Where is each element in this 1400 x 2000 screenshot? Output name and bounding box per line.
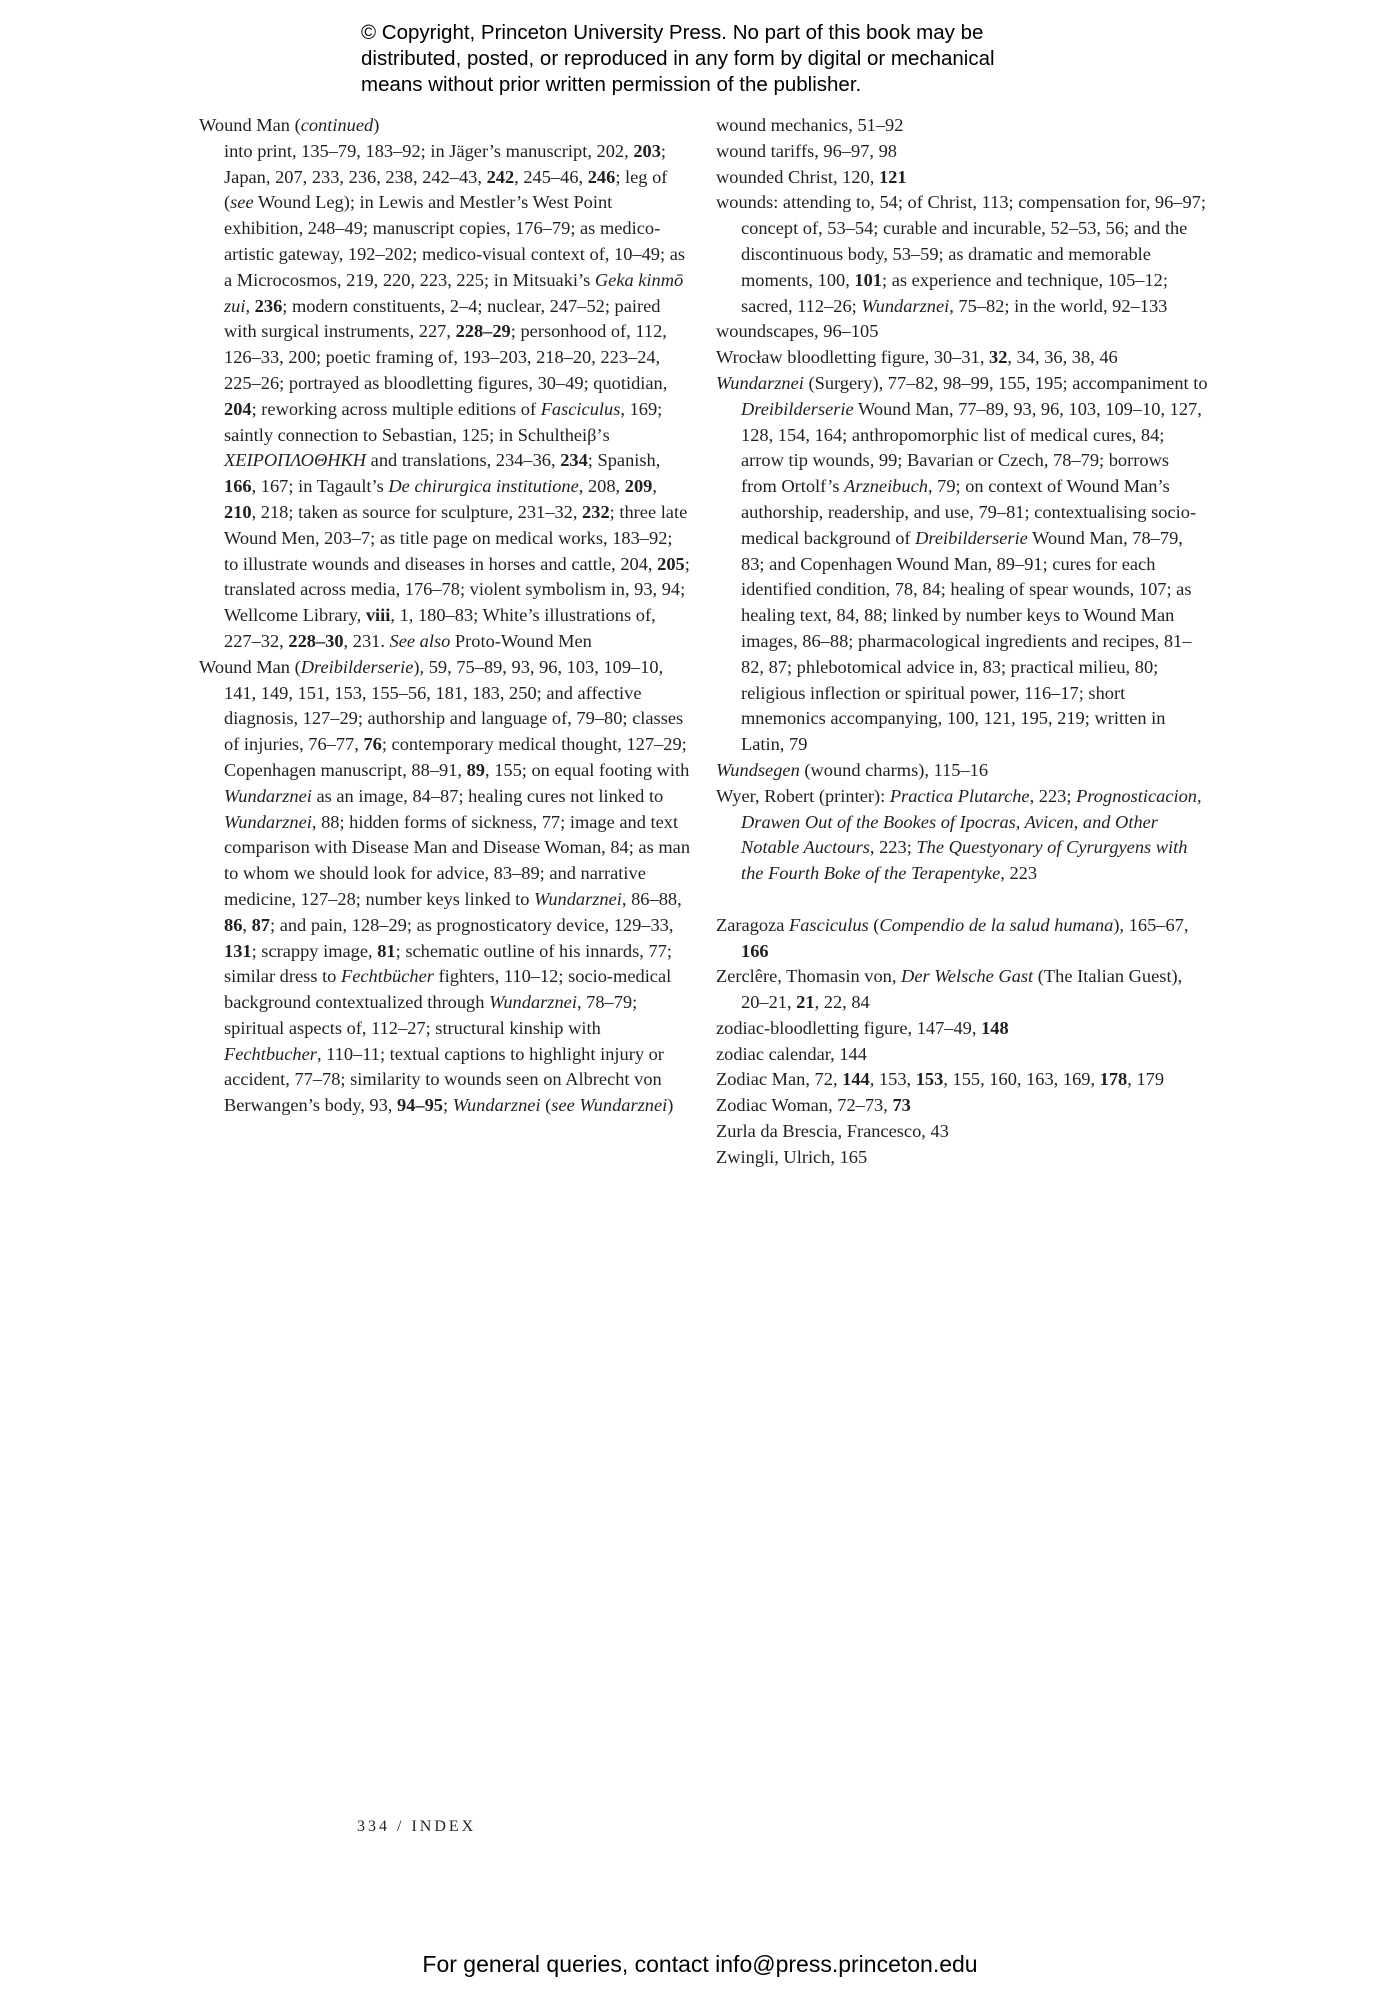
index-entry: zodiac calendar, 144 [716,1043,867,1064]
page-footer-label: 334 / INDEX [357,1818,477,1835]
index-entry: zodiac-bloodletting figure, 147–49, 148 [716,1017,1009,1038]
index-entry: wounds: attending to, 54; of Christ, 113; compensation for, 96–97; concept of, 53–54; curable and incurable, 52–53, 56; and the discontinuous body, 53–59; as dramatic and memorable moments, 100, 101; as experience and technique, 105–12; sacred, 112–26; Wundarznei, 75–82; in the world, 92–133 [716,192,1206,316]
index-entry: Zwingli, Ulrich, 165 [716,1146,868,1167]
index-entry: wounded Christ, 120, 121 [716,166,907,187]
index-entry: wound tariffs, 96–97, 98 [716,140,897,161]
index-entry: Wundarznei (Surgery), 77–82, 98–99, 155, 195; accompaniment to Dreibilderserie Wound Man, 77–89, 93, 96, 103, 109–10, 127, 128, 154, 164; anthropomorphic list of medical cures, 84; arrow tip wounds, 99; Bavarian or Czech, 78–79; borrows from Ortolf’s Arzneibuch, 79; on context of Wound Man’s authorship, readership, and use, 79–81; contextualising socio-medical background of Dreibilderserie Wound Man, 78–79, 83; and Copenhagen Wound Man, 89–91; cures for each identified condition, 78, 84; healing of spear wounds, 107; as healing text, 84, 88; linked by number keys to Wound Man images, 86–88; pharmacological ingredients and recipes, 81–82, 87; phlebotomical advice in, 83; practical milieu, 80; religious inflection or spiritual power, 116–17; short mnemonics accompanying, 100, 121, 195, 219; written in Latin, 79 [716,372,1208,755]
copyright-notice [361,20,1081,98]
index-entry: Wound Man (continued) into print, 135–79, 183–92; in Jäger’s manuscript, 202, 203; Japan, 207, 233, 236, 238, 242–43, 242, 245–46, 246; leg of (see Wound Leg); in Lewis and Mestler’s West Point exhibition, 248–49; manuscript copies, 176–79; as medico-artistic gateway, 192–202; medico-visual context of, 10–49; as a Microcosmos, 219, 220, 223, 225; in Mitsuaki’s Geka kinmō zui, 236; modern constituents, 2–4; nuclear, 247–52; paired with surgical instruments, 227, 228–29; personhood of, 112, 126–33, 200; poetic framing of, 193–203, 218–20, 223–24, 225–26; portrayed as bloodletting figures, 30–49; quotidian, 204; reworking across multiple editions of Fasciculus, 169; saintly connection to Sebastian, 125; in Schultheiβ’s ΧΕΙΡΟΠΛΟΘΗΚΗ and translations, 234–36, 234; Spanish, 166, 167; in Tagault’s De chirurgica institutione, 208, 209, 210, 218; taken as source for sculpture, 231–32, 232; three late Wound Men, 203–7; as title page on medical works, 183–92; to illustrate wounds and diseases in horses and cattle, 204, 205; translated across media, 176–78; violent symbolism in, 93, 94; Wellcome Library, viii, 1, 180–83; White’s illustrations of, 227–32, 228–30, 231. See also Proto-Wound Men [199,115,690,651]
index-entry: woundscapes, 96–105 [716,321,879,342]
index-entry: wound mechanics, 51–92 [716,115,904,135]
index-entry: Wound Man (Dreibilderserie), 59, 75–89, 93, 96, 103, 109–10, 141, 149, 151, 153, 155–56, 181, 183, 250; and affective diagnosis, 127–29; authorship and language of, 79–80; classes of injuries, 76–77, 76; contemporary medical thought, 127–29; Copenhagen manuscript, 88–91, 89, 155; on equal footing with Wundarznei as an image, 84–87; healing cures not linked to Wundarznei, 88; hidden forms of sickness, 77; image and text comparison with Disease Man and Disease Woman, 84; as man to whom we should look for advice, 83–89; and narrative medicine, 127–28; number keys linked to Wundarznei, 86–88, 86, 87; and pain, 128–29; as prognosticatory device, 129–33, 131; scrappy image, 81; schematic outline of his innards, 77; similar dress to Fechtbücher fighters, 110–12; socio-medical background contextualized through Wundarznei, 78–79; spiritual aspects of, 112–27; structural kinship with Fechtbucher, 110–11; textual captions to highlight injury or accident, 77–78; similarity to wounds seen on Albrecht von Berwangen’s body, 93, 94–95; Wundarznei (see Wundarznei) [199,656,691,1116]
index-entry: Zurla da Brescia, Francesco, 43 [716,1121,949,1142]
index-entry: Wyer, Robert (printer): Practica Plutarche, 223; Prognosticacion, Drawen Out of the Bookes of Ipocras, Avicen, and Other Notable Auctours, 223; The Questyonary of Cyrurgyens with the Fourth Boke of the Terapentyke, 223 [716,785,1202,884]
index-entry: Zodiac Man, 72, 144, 153, 153, 155, 160, 163, 169, 178, 179 [716,1069,1165,1090]
index-entry: Zaragoza Fasciculus (Compendio de la salud humana), 165–67, 166 [716,914,1189,961]
letter-gap [716,887,1208,913]
copyright-line: © Copyright, Princeton University Press. No part of this book may be [361,21,984,44]
index-entry: Zerclêre, Thomasin von, Der Welsche Gast (The Italian Guest), 20–21, 21, 22, 84 [716,966,1183,1013]
index-entry: Zodiac Woman, 72–73, 73 [716,1095,911,1116]
index-column-right [716,113,1208,1171]
copyright-line: means without prior written permission of the publisher. [361,73,862,96]
contact-notice: For general queries, contact info@press.princeton.edu [422,1951,978,1977]
copyright-line: distributed, posted, or reproduced in any form by digital or mechanical [361,47,995,70]
index-entry: Wundsegen (wound charms), 115–16 [716,759,989,780]
index-column-left [199,113,691,1119]
index-entry: Wrocław bloodletting figure, 30–31, 32, 34, 36, 38, 46 [716,347,1118,368]
